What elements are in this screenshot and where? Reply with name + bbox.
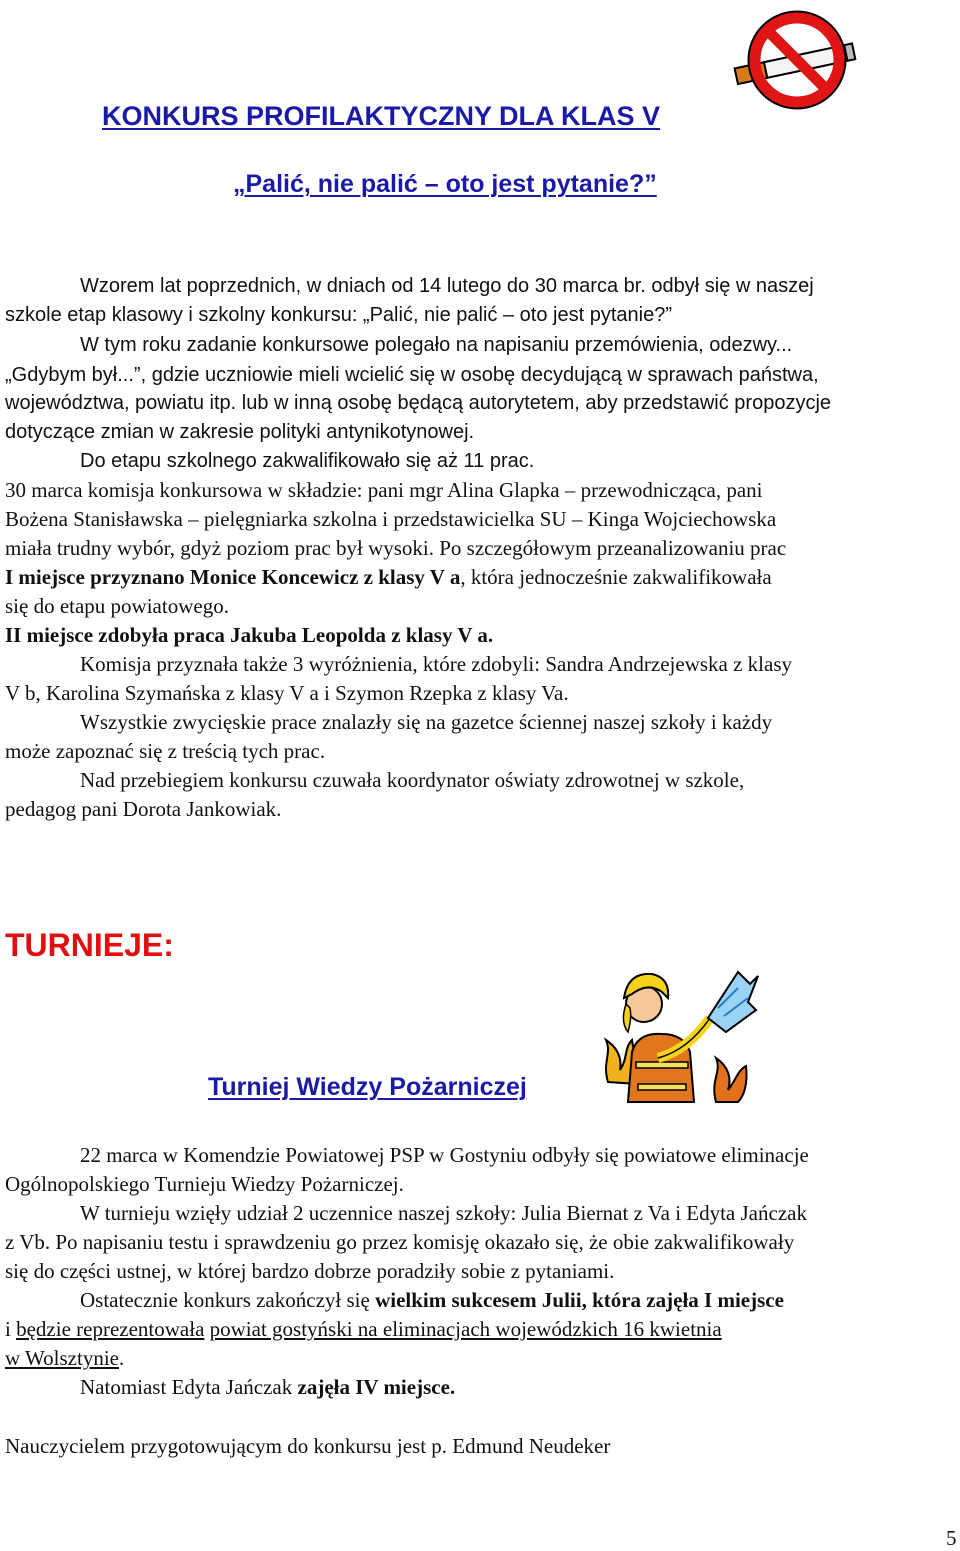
edyta-bold: zajęła IV miejsce. [297, 1375, 456, 1399]
paragraph-line: dotyczące zmian w zakresie polityki antynikotynowej. [5, 421, 475, 443]
paragraph-line: pedagog pani Dorota Jankowiak. [5, 797, 282, 821]
edyta-line [80, 1373, 455, 1402]
repr-underlined-2: powiat gostyński na eliminacjach wojewódzkich 16 kwietnia [209, 1317, 722, 1341]
repr-period: . [119, 1346, 125, 1370]
paragraph-line: z Vb. Po napisaniu testu i sprawdzeniu go przez komisję okazało się, że obie zakwalifikowały [5, 1230, 795, 1254]
paragraph-line: Do etapu szkolnego zakwalifikowało się aż 11 prac. [80, 450, 535, 472]
repr-text: i [5, 1317, 17, 1341]
contest-title: KONKURS PROFILAKTYCZNY DLA KLAS V [102, 101, 661, 131]
paragraph-line: się do etapu powiatowego. [5, 594, 229, 618]
repr-underlined-3: w Wolsztynie [5, 1346, 119, 1370]
repr-underlined-1: będzie reprezentowała [16, 1317, 205, 1341]
paragraph-line: Wszystkie zwycięskie prace znalazły się na gazetce ściennej naszej szkoły i każdy [80, 710, 773, 734]
paragraph-line: się do części ustnej, w której bardzo dobrze poradziły sobie z pytaniami. [5, 1259, 615, 1283]
final-bold: wielkim sukcesem Julii, która zajęła I miejsce [375, 1288, 784, 1312]
paragraph-line: szkole etap klasowy i szkolny konkursu: „Palić, nie palić – oto jest pytanie?” [5, 304, 672, 326]
no-smoking-icon [727, 4, 862, 116]
representation-line [5, 1315, 722, 1344]
firefighter-illustration [598, 962, 760, 1104]
paragraph-line: V b, Karolina Szymańska z klasy V a i Szymon Rzepka z klasy Va. [5, 681, 569, 705]
representation-line-2 [5, 1344, 124, 1373]
paragraph-line: 30 marca komisja konkursowa w składzie: pani mgr Alina Glapka – przewodnicząca, pani [5, 478, 763, 502]
paragraph-line: Komisja przyznała także 3 wyróżnienia, które zdobyli: Sandra Andrzejewska z klasy [80, 652, 793, 676]
final-result-line [80, 1286, 784, 1315]
paragraph-line: miała trudny wybór, gdyż poziom prac był wysoki. Po szczegółowym przeanalizowaniu prac [5, 536, 787, 560]
winner-rest: , która jednocześnie zakwalifikowała [460, 565, 772, 589]
winner-line [5, 563, 772, 592]
paragraph-line: 22 marca w Komendzie Powiatowej PSP w Gostyniu odbyły się powiatowe eliminacje [80, 1143, 809, 1167]
final-text: Ostatecznie konkurs zakończył się [80, 1288, 376, 1312]
page-number: 5 [946, 1526, 957, 1550]
edyta-text: Natomiast Edyta Jańczak [80, 1375, 298, 1399]
second-place-line: II miejsce zdobyła praca Jakuba Leopolda z klasy V a. [5, 623, 494, 647]
paragraph-line: województwa, powiatu itp. lub w inną osobę będącą autorytetem, aby przedstawić propozycje [5, 392, 832, 414]
paragraph-line: W turnieju wzięły udział 2 uczennice naszej szkoły: Julia Biernat z Va i Edyta Jańczak [80, 1201, 807, 1225]
paragraph-line: Nad przebiegiem konkursu czuwała koordynator oświaty zdrowotnej w szkole, [80, 768, 745, 792]
teacher-line: Nauczycielem przygotowującym do konkursu jest p. Edmund Neudeker [5, 1434, 611, 1458]
tournaments-heading: TURNIEJE: [5, 927, 174, 963]
paragraph-line: „Gdybym był...”, gdzie uczniowie mieli wcielić się w osobę decydującą w sprawach państwa, [5, 364, 819, 386]
paragraph-line: może zapoznać się z treścią tych prac. [5, 739, 326, 763]
paragraph-line: Bożena Stanisławska – pielęgniarka szkolna i przedstawicielka SU – Kinga Wojciechowska [5, 507, 777, 531]
fire-quiz-title: Turniej Wiedzy Pożarniczej [208, 1073, 527, 1101]
paragraph-line: Wzorem lat poprzednich, w dniach od 14 lutego do 30 marca br. odbył się w naszej [80, 275, 814, 297]
paragraph-line: W tym roku zadanie konkursowe polegało na napisaniu przemówienia, odezwy... [80, 334, 793, 356]
winner-bold: I miejsce przyznano Monice Koncewicz z klasy V a [5, 565, 461, 589]
paragraph-line: Ogólnopolskiego Turnieju Wiedzy Pożarniczej. [5, 1172, 404, 1196]
contest-subtitle: „Palić, nie palić – oto jest pytanie?” [233, 170, 657, 198]
